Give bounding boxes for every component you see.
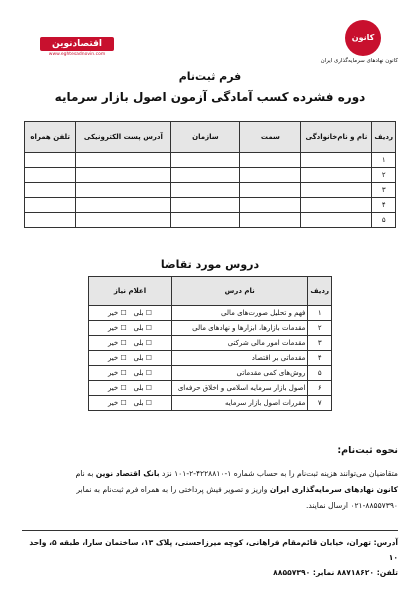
course-need-options: [89, 366, 172, 381]
yes-checkbox[interactable]: ☐ بلی: [133, 369, 153, 377]
col-position: سمت: [240, 122, 301, 153]
position-cell[interactable]: [240, 213, 301, 228]
course-row: [89, 381, 332, 396]
col-mobile: تلفن همراه: [25, 122, 76, 153]
how-text-part-4: ۰۲۱-۸۸۵۵۷۳۹۰ ارسال نمایند.: [305, 501, 398, 510]
col-organization: سازمان: [171, 122, 240, 153]
row-number: ۲: [372, 168, 396, 183]
col-full-name: نام و نام‌خانوادگی: [301, 122, 372, 153]
yes-checkbox[interactable]: ☐ بلی: [133, 324, 153, 332]
email-cell[interactable]: [76, 153, 171, 168]
phone-fax-line: تلفن: ۸۸۷۱۸۶۲۰ نمابر: ۸۸۵۵۷۳۹۰: [273, 568, 398, 577]
course-need-options: [89, 351, 172, 366]
eghtesad-novin-logo-url: www.eghtesadnovin.com: [48, 52, 106, 57]
organization-cell[interactable]: [171, 168, 240, 183]
col-email: آدرس پست الکترونیکی: [76, 122, 171, 153]
eghtesad-novin-logo: [40, 37, 114, 57]
course-row: [89, 336, 332, 351]
course-row: [89, 351, 332, 366]
course-name: مقررات اصول بازار سرمایه: [172, 396, 308, 411]
courses-table-header: [89, 277, 332, 306]
yes-checkbox[interactable]: ☐ بلی: [133, 339, 153, 347]
yes-checkbox[interactable]: ☐ بلی: [133, 399, 153, 407]
how-text-part-3: واریز و تصویر فیش پرداختی را به همراه فرم ثبت‌نام به نمابر: [76, 485, 270, 494]
course-need-options: [89, 381, 172, 396]
course-number: ۶: [308, 381, 332, 396]
col-need: اعلام نیاز: [89, 277, 172, 306]
no-checkbox[interactable]: ☐ خیر: [107, 384, 127, 392]
email-cell[interactable]: [76, 213, 171, 228]
organization-cell[interactable]: [171, 213, 240, 228]
course-row: [89, 321, 332, 336]
organization-cell[interactable]: [171, 183, 240, 198]
no-checkbox[interactable]: ☐ خیر: [107, 339, 127, 347]
how-to-register-text: [20, 466, 398, 514]
no-checkbox[interactable]: ☐ خیر: [107, 324, 127, 332]
no-checkbox[interactable]: ☐ خیر: [107, 354, 127, 362]
registration-row: [25, 153, 396, 168]
course-need-options: [89, 306, 172, 321]
course-row: [89, 396, 332, 411]
bank-name: بانک اقتصاد نوین: [95, 469, 160, 478]
row-number: ۳: [372, 183, 396, 198]
col-course-name: نام درس: [172, 277, 308, 306]
course-name: مقدمات امور مالی شرکتی: [172, 336, 308, 351]
row-number: ۵: [372, 213, 396, 228]
courses-title: دروس مورد تقاضا: [160, 258, 260, 271]
name-cell[interactable]: [301, 213, 372, 228]
organization-name: کانون نهادهای سرمایه‌گذاری ایران: [269, 485, 398, 494]
email-cell[interactable]: [76, 198, 171, 213]
position-cell[interactable]: [240, 198, 301, 213]
position-cell[interactable]: [240, 183, 301, 198]
name-cell[interactable]: [301, 168, 372, 183]
name-cell[interactable]: [301, 198, 372, 213]
position-cell[interactable]: [240, 168, 301, 183]
mobile-cell[interactable]: [25, 168, 76, 183]
registration-row: [25, 183, 396, 198]
form-title: فرم ثبت‌نام: [178, 70, 242, 83]
registration-row: [25, 198, 396, 213]
how-text-part-1: متقاضیان می‌توانند هزینه ثبت‌نام را به حساب شماره ۱-۴۲۲۸۸۱۰-۲-۱۰۱ نزد: [159, 469, 398, 478]
address-line: آدرس: تهران، خیابان قائم‌مقام فراهانی، کوچه میرزاحسنی، پلاک ۱۳، ساختمان سارا، طبقه ۵، واحد ۱۰: [29, 538, 398, 562]
course-name: روش‌های کمی مقدماتی: [172, 366, 308, 381]
no-checkbox[interactable]: ☐ خیر: [107, 309, 127, 317]
no-checkbox[interactable]: ☐ خیر: [107, 399, 127, 407]
eghtesad-novin-logo-text: اقتصادنوین: [40, 37, 114, 51]
mobile-cell[interactable]: [25, 153, 76, 168]
course-number: ۲: [308, 321, 332, 336]
yes-checkbox[interactable]: ☐ بلی: [133, 384, 153, 392]
footer-divider: [22, 530, 398, 531]
contact-address: [20, 535, 398, 580]
kanoon-logo-mark: کانون: [345, 20, 381, 56]
registration-table-header: [25, 122, 396, 153]
position-cell[interactable]: [240, 153, 301, 168]
row-number: ۴: [372, 198, 396, 213]
course-row: [89, 366, 332, 381]
course-title: دوره فشرده کسب آمادگی آزمون اصول بازار سرمایه: [54, 90, 366, 104]
col-row-number: ردیف: [308, 277, 332, 306]
course-name: اصول بازار سرمایه اسلامی و اخلاق حرفه‌ای: [172, 381, 308, 396]
name-cell[interactable]: [301, 153, 372, 168]
email-cell[interactable]: [76, 183, 171, 198]
registration-table: [24, 121, 396, 228]
course-need-options: [89, 396, 172, 411]
course-number: ۳: [308, 336, 332, 351]
mobile-cell[interactable]: [25, 213, 76, 228]
registration-row: [25, 213, 396, 228]
organization-cell[interactable]: [171, 153, 240, 168]
registration-row: [25, 168, 396, 183]
course-need-options: [89, 321, 172, 336]
mobile-cell[interactable]: [25, 198, 76, 213]
courses-table: [88, 276, 332, 411]
mobile-cell[interactable]: [25, 183, 76, 198]
course-name: مقدمات بازارها، ابزارها و نهادهای مالی: [172, 321, 308, 336]
email-cell[interactable]: [76, 168, 171, 183]
yes-checkbox[interactable]: ☐ بلی: [133, 354, 153, 362]
col-row-number: ردیف: [372, 122, 396, 153]
course-row: [89, 306, 332, 321]
course-number: ۴: [308, 351, 332, 366]
how-to-register-title: نحوه ثبت‌نام:: [337, 445, 398, 456]
how-text-part-2: به نام: [75, 469, 96, 478]
course-name: مقدماتی بر اقتصاد: [172, 351, 308, 366]
course-number: ۵: [308, 366, 332, 381]
kanoon-logo: [320, 20, 398, 64]
course-need-options: [89, 336, 172, 351]
name-cell[interactable]: [301, 183, 372, 198]
yes-checkbox[interactable]: ☐ بلی: [133, 309, 153, 317]
organization-cell[interactable]: [171, 198, 240, 213]
row-number: ۱: [372, 153, 396, 168]
course-number: ۷: [308, 396, 332, 411]
course-name: فهم و تحلیل صورت‌های مالی: [172, 306, 308, 321]
no-checkbox[interactable]: ☐ خیر: [107, 369, 127, 377]
kanoon-logo-caption: کانون نهادهای سرمایه‌گذاری ایران: [320, 58, 398, 64]
course-number: ۱: [308, 306, 332, 321]
